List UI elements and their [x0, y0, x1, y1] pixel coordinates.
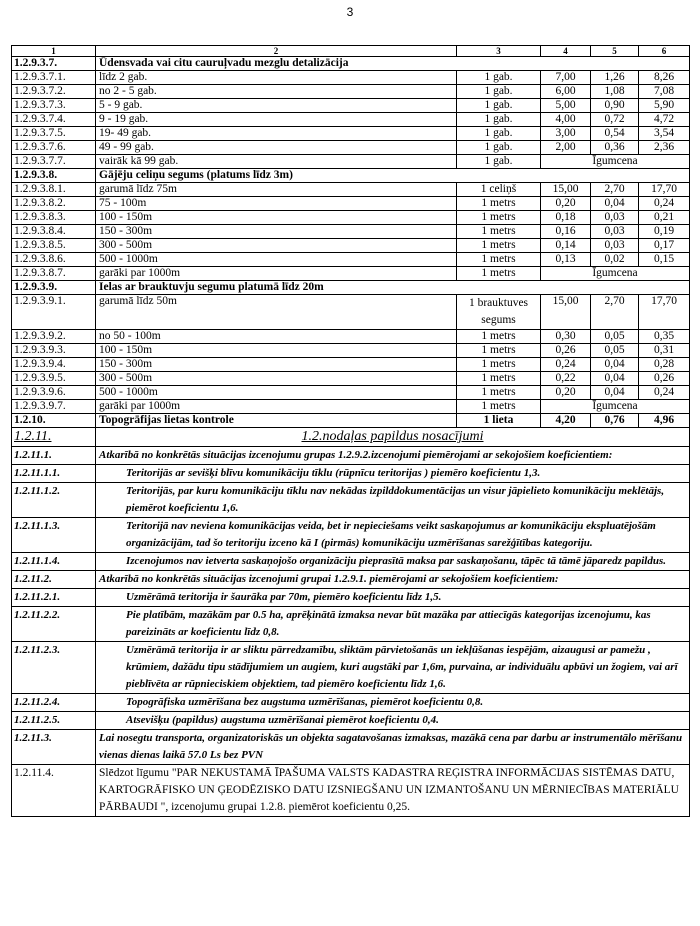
total-price: 0,17 [639, 239, 690, 253]
item-unit [457, 295, 541, 330]
item-description: 5 - 9 gab. [96, 99, 457, 113]
total-price: 7,08 [639, 85, 690, 99]
tax-amount: 2,70 [591, 295, 639, 330]
base-price: 5,00 [541, 99, 591, 113]
item-unit [457, 358, 541, 372]
table-row [12, 414, 690, 428]
unit-text: 1 gab. [484, 141, 513, 153]
condition-row [12, 518, 690, 553]
unit-text: 1 gab. [484, 113, 513, 125]
condition-row [12, 730, 690, 765]
item-unit: 1 metrs [457, 400, 541, 414]
total-price: 2,36 [639, 141, 690, 155]
item-unit [457, 225, 541, 239]
tax-amount: 0,03 [591, 239, 639, 253]
tax-amount: 0,03 [591, 211, 639, 225]
condition-code: 1.2.11.1.4. [12, 553, 96, 571]
base-price: 0,14 [541, 239, 591, 253]
item-unit [457, 141, 541, 155]
contract-price: Īgumcena [541, 267, 690, 281]
item-description: līdz 2 gab. [96, 71, 457, 85]
tax-amount: 0,04 [591, 386, 639, 400]
item-unit [457, 330, 541, 344]
item-code: 1.2.9.3.9.6. [12, 386, 96, 400]
item-description: 100 - 150m [96, 344, 457, 358]
table-row [12, 127, 690, 141]
item-unit [457, 183, 541, 197]
item-unit [457, 85, 541, 99]
item-unit [457, 253, 541, 267]
item-code: 1.2.9.3.9.2. [12, 330, 96, 344]
table-row [12, 267, 690, 281]
table-row [12, 197, 690, 211]
condition-row [12, 465, 690, 483]
unit-text: 1 metrs [481, 372, 516, 384]
item-code: 1.2.10. [12, 414, 96, 428]
table-row [12, 71, 690, 85]
total-price: 17,70 [639, 295, 690, 330]
condition-text: Lai nosegtu transporta, organizatoriskās un objekta sagatavošanas izmaksas, mazākā cena par darbu ar instrumentālo mērīšanu vienas dienas laikā 57.0 Ls bez PVN [96, 730, 690, 765]
tax-amount: 0,04 [591, 197, 639, 211]
base-price: 0,30 [541, 330, 591, 344]
base-price: 0,22 [541, 372, 591, 386]
unit-text: 1 celiņš [480, 183, 517, 195]
condition-row [12, 712, 690, 730]
item-description: 100 - 150m [96, 211, 457, 225]
item-code: 1.2.9.3.9. [12, 281, 96, 295]
condition-code: 1.2.11.2. [12, 571, 96, 589]
item-description: 300 - 500m [96, 239, 457, 253]
condition-text: Atsevišķu (papildus) augstuma uzmērīšanai piemērot koeficientu 0,4. [96, 712, 690, 730]
base-price: 15,00 [541, 295, 591, 330]
tax-amount: 0,05 [591, 330, 639, 344]
price-table [11, 45, 690, 817]
condition-row [12, 553, 690, 571]
item-code: 1.2.9.3.7.2. [12, 85, 96, 99]
table-row [12, 281, 690, 295]
item-code: 1.2.9.3.7.5. [12, 127, 96, 141]
total-price: 0,24 [639, 386, 690, 400]
tax-amount: 0,36 [591, 141, 639, 155]
total-price: 0,21 [639, 211, 690, 225]
total-price: 4,96 [639, 414, 690, 428]
item-code: 1.2.9.3.7.7. [12, 155, 96, 169]
condition-text: Izcenojumos nav ietverta saskaņojošo organizāciju pieprasītā maksa par saskaņošanu, tāpēc tā tāmē jāparedz papildus. [96, 553, 690, 571]
tax-amount: 0,05 [591, 344, 639, 358]
base-price: 0,20 [541, 386, 591, 400]
column-header: 2 [96, 46, 457, 57]
condition-row [12, 483, 690, 518]
condition-text: Teritorijās, par kuru komunikāciju tīklu nav nekādas izpilddokumentācijas un visur jāpielieto komunikāciju meklētājs, piemērot koeficientu 1,6. [96, 483, 690, 518]
table-row [12, 141, 690, 155]
table-row [12, 85, 690, 99]
contract-price: Īgumcena [541, 400, 690, 414]
section-code: 1.2.11. [12, 428, 96, 447]
item-code: 1.2.9.3.9.1. [12, 295, 96, 330]
column-header: 3 [457, 46, 541, 57]
item-code: 1.2.9.3.9.3. [12, 344, 96, 358]
column-header: 6 [639, 46, 690, 57]
item-code: 1.2.9.3.7.6. [12, 141, 96, 155]
table-row [12, 386, 690, 400]
item-description: 75 - 100m [96, 197, 457, 211]
tax-amount: 0,04 [591, 372, 639, 386]
table-row [12, 155, 690, 169]
unit-text: 1 metrs [481, 211, 516, 223]
condition-code: 1.2.11.1.3. [12, 518, 96, 553]
item-description: 9 - 19 gab. [96, 113, 457, 127]
table-row [12, 400, 690, 414]
table-row [12, 253, 690, 267]
condition-code: 1.2.11.2.2. [12, 607, 96, 642]
page-number: 3 [346, 5, 354, 19]
item-code: 1.2.9.3.7.1. [12, 71, 96, 85]
condition-code: 1.2.11.1.2. [12, 483, 96, 518]
total-price: 17,70 [639, 183, 690, 197]
item-code: 1.2.9.3.8.6. [12, 253, 96, 267]
table-row [12, 344, 690, 358]
item-unit [457, 71, 541, 85]
condition-code: 1.2.11.4. [12, 765, 96, 817]
tax-amount: 0,04 [591, 358, 639, 372]
column-header: 5 [591, 46, 639, 57]
total-price: 4,72 [639, 113, 690, 127]
item-unit [457, 211, 541, 225]
table-row [12, 211, 690, 225]
item-unit [457, 127, 541, 141]
unit-text: 1 gab. [484, 71, 513, 83]
condition-text: Pie platībām, mazākām par 0.5 ha, aprēķinātā izmaksa nevar būt mazāka par attiecīgās kategorijas izcenojumu, kas pareizināts ar koeficientu līdz 0,8. [96, 607, 690, 642]
unit-text: 1 metrs [481, 225, 516, 237]
tax-amount: 0,02 [591, 253, 639, 267]
item-unit [457, 372, 541, 386]
unit-text: 1 brauktuves [468, 297, 529, 309]
item-unit: 1 metrs [457, 267, 541, 281]
unit-text: segums [481, 314, 516, 326]
tax-amount: 1,08 [591, 85, 639, 99]
unit-text: 1 metrs [481, 358, 516, 370]
item-code: 1.2.9.3.9.7. [12, 400, 96, 414]
condition-text: Uzmērāmā teritorija ir šaurāka par 70m, piemēro koeficientu līdz 1,5. [96, 589, 690, 607]
base-price: 4,00 [541, 113, 591, 127]
condition-code: 1.2.11.1.1. [12, 465, 96, 483]
base-price: 0,20 [541, 197, 591, 211]
condition-text: Topogrāfiska uzmērīšana bez augstuma uzmērīšanas, piemērot koeficientu 0,8. [96, 694, 690, 712]
condition-row [12, 447, 690, 465]
condition-text: Uzmērāmā teritorija ir ar sliktu pārredzamību, sliktām pārvietošanās un iekļūšanas iespējām, aizaugusi ar pamežu , krūmiem, dažādu tipu stādījumiem un augiem, kuri augstāki par 1,6m, purvaina, ar individuālu apbūvi un žogiem, vai arī pieblīvēta ar rūpnieciskiem objektiem, tad piemēro koeficientu līdz 1,6. [96, 642, 690, 694]
item-code: 1.2.9.3.8.4. [12, 225, 96, 239]
condition-code: 1.2.11.3. [12, 730, 96, 765]
unit-text: 1 metrs [481, 239, 516, 251]
item-code: 1.2.9.3.8.3. [12, 211, 96, 225]
section-title: 1.2.nodaļas papildus nosacījumi [96, 428, 690, 447]
item-unit [457, 239, 541, 253]
unit-text: 1 metrs [481, 330, 516, 342]
condition-text: Slēdzot līgumu "PAR NEKUSTAMĀ ĪPAŠUMA VALSTS KADASTRA REĢISTRA INFORMĀCIJAS SISTĒMAS DATU, KARTOGRĀFISKO UN ĢEODĒZISKO DATU IZSNIEGŠANU UN IZMANTOŠANU UN MĒRNIECĪBAS MATERIĀLU PĀRBAUDI ", izcenojumu grupai 1.2.8. piemērot koeficientu 0,25. [96, 765, 690, 817]
section-heading: Gājēju celiņu segums (platums līdz 3m) [96, 169, 690, 183]
item-code: 1.2.9.3.9.4. [12, 358, 96, 372]
condition-row [12, 694, 690, 712]
section-title-row [12, 428, 690, 447]
total-price: 0,28 [639, 358, 690, 372]
condition-text: Teritorijās ar sevišķi blīvu komunikāciju tīklu (rūpnīcu teritorijas ) piemēro koeficientu 1,3. [96, 465, 690, 483]
item-description: 500 - 1000m [96, 386, 457, 400]
table-row [12, 113, 690, 127]
unit-text: 1 metrs [481, 253, 516, 265]
condition-code: 1.2.11.2.4. [12, 694, 96, 712]
tax-amount: 0,76 [591, 414, 639, 428]
condition-code: 1.2.11.1. [12, 447, 96, 465]
item-code: 1.2.9.3.8.7. [12, 267, 96, 281]
total-price: 0,15 [639, 253, 690, 267]
condition-row [12, 765, 690, 817]
unit-text: 1 gab. [484, 99, 513, 111]
item-description: 150 - 300m [96, 225, 457, 239]
item-description: garumā līdz 75m [96, 183, 457, 197]
item-code: 1.2.9.3.9.5. [12, 372, 96, 386]
tax-amount: 0,72 [591, 113, 639, 127]
total-price: 0,31 [639, 344, 690, 358]
column-header: 1 [12, 46, 96, 57]
item-description: 49 - 99 gab. [96, 141, 457, 155]
base-price: 15,00 [541, 183, 591, 197]
item-description: no 2 - 5 gab. [96, 85, 457, 99]
table-row [12, 358, 690, 372]
table-row [12, 330, 690, 344]
tax-amount: 0,03 [591, 225, 639, 239]
item-description: Topogrāfijas lietas kontrole [96, 414, 457, 428]
total-price: 8,26 [639, 71, 690, 85]
condition-row [12, 589, 690, 607]
item-code: 1.2.9.3.8.5. [12, 239, 96, 253]
item-code: 1.2.9.3.7.3. [12, 99, 96, 113]
total-price: 0,24 [639, 197, 690, 211]
total-price: 3,54 [639, 127, 690, 141]
condition-text: Atkarībā no konkrētās situācijas izcenojumu grupas 1.2.9.2.izcenojumi piemērojami ar sekojošiem koeficientiem: [96, 447, 690, 465]
section-heading: Ūdensvada vai citu cauruļvadu mezglu detalizācija [96, 57, 690, 71]
base-price: 0,24 [541, 358, 591, 372]
condition-code: 1.2.11.2.5. [12, 712, 96, 730]
item-code: 1.2.9.3.8.1. [12, 183, 96, 197]
tax-amount: 2,70 [591, 183, 639, 197]
column-header: 4 [541, 46, 591, 57]
table-row [12, 372, 690, 386]
item-description: no 50 - 100m [96, 330, 457, 344]
table-row [12, 295, 690, 330]
condition-code: 1.2.11.2.1. [12, 589, 96, 607]
item-description: 150 - 300m [96, 358, 457, 372]
item-code: 1.2.9.3.8.2. [12, 197, 96, 211]
unit-text: 1 metrs [481, 386, 516, 398]
base-price: 0,26 [541, 344, 591, 358]
item-description: 500 - 1000m [96, 253, 457, 267]
item-description: garāki par 1000m [96, 400, 457, 414]
base-price: 0,18 [541, 211, 591, 225]
table-row [12, 183, 690, 197]
table-row [12, 57, 690, 71]
total-price: 0,26 [639, 372, 690, 386]
condition-row [12, 571, 690, 589]
item-description: 19- 49 gab. [96, 127, 457, 141]
item-description: vairāk kā 99 gab. [96, 155, 457, 169]
base-price: 6,00 [541, 85, 591, 99]
item-description: garāki par 1000m [96, 267, 457, 281]
table-row [12, 239, 690, 253]
item-description: 300 - 500m [96, 372, 457, 386]
condition-row [12, 642, 690, 694]
condition-text: Teritorijā nav neviena komunikācijas veida, bet ir nepieciešams veikt saskaņojumus ar komunikāciju ekspluatējošām organizācijām, tad šo teritoriju izceno kā I (pirmās) komunikāciju uzmērīšanas sarežģītības kategoriju. [96, 518, 690, 553]
tax-amount: 0,90 [591, 99, 639, 113]
tax-amount: 1,26 [591, 71, 639, 85]
table-row [12, 169, 690, 183]
condition-text: Atkarībā no konkrētās situācijas izcenojumi grupai 1.2.9.1. piemērojami ar sekojošiem koeficientiem: [96, 571, 690, 589]
section-heading: Ielas ar brauktuvju segumu platumā līdz 20m [96, 281, 690, 295]
total-price: 5,90 [639, 99, 690, 113]
contract-price: Īgumcena [541, 155, 690, 169]
total-price: 0,19 [639, 225, 690, 239]
table-row [12, 225, 690, 239]
base-price: 3,00 [541, 127, 591, 141]
item-unit [457, 99, 541, 113]
item-unit [457, 386, 541, 400]
unit-text: 1 lieta [483, 414, 514, 426]
base-price: 4,20 [541, 414, 591, 428]
unit-text: 1 gab. [484, 85, 513, 97]
item-description: garumā līdz 50m [96, 295, 457, 330]
item-unit [457, 113, 541, 127]
item-code: 1.2.9.3.7. [12, 57, 96, 71]
item-code: 1.2.9.3.8. [12, 169, 96, 183]
table-row [12, 99, 690, 113]
base-price: 2,00 [541, 141, 591, 155]
unit-text: 1 metrs [481, 344, 516, 356]
condition-code: 1.2.11.2.3. [12, 642, 96, 694]
tax-amount: 0,54 [591, 127, 639, 141]
condition-row [12, 607, 690, 642]
item-unit [457, 197, 541, 211]
column-header-row [12, 46, 690, 57]
item-unit [457, 344, 541, 358]
base-price: 7,00 [541, 71, 591, 85]
unit-text: 1 gab. [484, 127, 513, 139]
base-price: 0,13 [541, 253, 591, 267]
item-unit [457, 414, 541, 428]
unit-text: 1 metrs [481, 197, 516, 209]
base-price: 0,16 [541, 225, 591, 239]
total-price: 0,35 [639, 330, 690, 344]
item-unit: 1 gab. [457, 155, 541, 169]
item-code: 1.2.9.3.7.4. [12, 113, 96, 127]
